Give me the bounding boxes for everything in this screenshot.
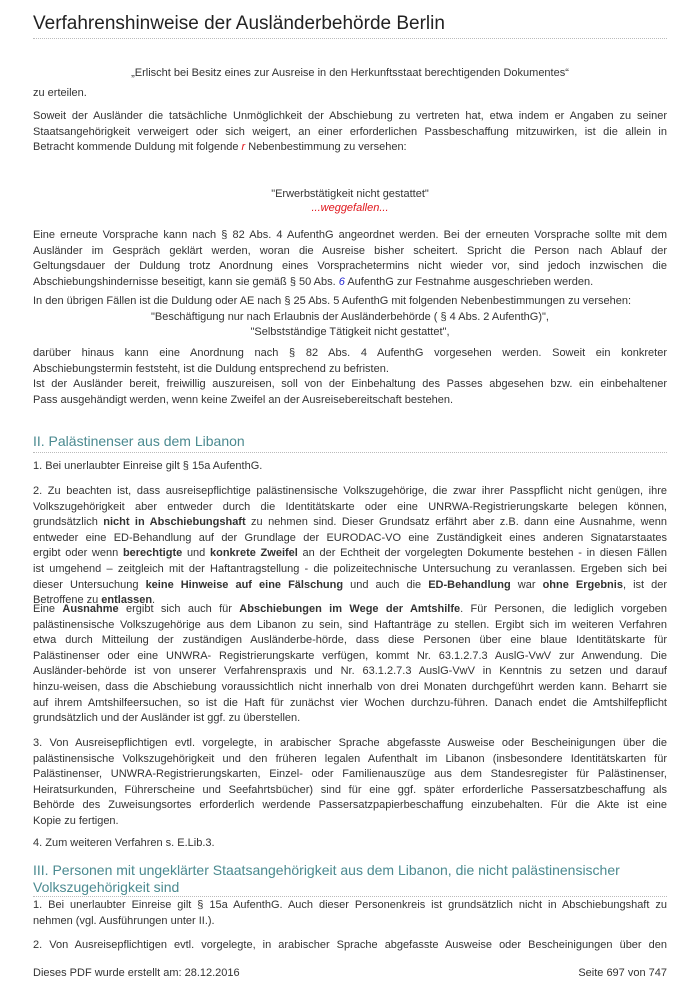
change-mark: 6	[338, 275, 345, 288]
paragraph-duldung: Soweit der Ausländer die tatsächliche Unmöglichkeit der Abschiebung zu vertreten hat, etwa indem er Angaben zu seiner Staatsangehörigkeit verweigert oder sich weigert, an einer erforderlichen Passbeschaffung mitzuwirken, ist die allein in Betracht kommende Duldung mit folgende r Nebenbestimmung zu versehen:	[33, 110, 667, 154]
removed-note: ...weggefallen...	[311, 202, 389, 214]
list-item: 1. Bei unerlaubter Einreise gilt § 15a AufenthG.	[33, 460, 263, 472]
paragraph-anordnung: darüber hinaus kann eine Anordnung nach § 82 Abs. 4 AufenthG vorgesehen werden. Soweit ein konkreter Abschiebungstermin feststeht, ist die Duldung entsprechend zu befristen. Ist der Ausländer bereit, freiwillig auszureisen, soll von der Einbehaltung des Passes abgesehen bzw. ein einbehaltener Pass ausgehändigt werden, wenn keine Zweifel an der Ausreisebereitschaft bestehen.	[33, 347, 667, 406]
section-heading-iii: III. Personen mit ungeklärter Staatsangehörigkeit aus dem Libanon, die nicht palästinensischer Volkszugehörigkeit sind	[33, 862, 620, 895]
title-divider	[33, 38, 667, 39]
paragraph-vorsprache: Eine erneute Vorsprache kann nach § 82 Abs. 4 AufenthG angeordnet werden. Bei der erneuten Vorsprache sollte mit dem Ausländer im Gespräch geklärt werden, woran die Ausreise bisher scheitert. Spricht die Person nach Ablauf der Geltungsdauer der Duldung trotz Anordnung eines Vorsprachetermins nicht wieder vor, sind jedoch inzwischen die Abschiebungshindernisse beseitigt, kann sie gemäß § 50 Abs. 6 AufenthG zur Festnahme ausgeschrieben werden.	[33, 229, 667, 288]
quote-line: „Erlischt bei Besitz eines zur Ausreise in den Herkunftsstaat berechtigenden Dokumentes“	[131, 67, 569, 79]
change-mark: r	[241, 141, 246, 154]
section-divider	[33, 896, 667, 897]
list-item: 3. Von Ausreisepflichtigen evtl. vorgelegte, in arabischer Sprache abgefasste Ausweise oder Bescheinigungen über die palästinensische Volkszugehörigkeit und den früheren legalen Aufenthalt im Libanon (insbesondere Identitätskarten für Palästinenser, UNWRA-Registrierungskarten, Einzel- oder Familienauszüge aus dem Standesregister für Palästinenser, Heiratsurkunden, Führerscheine und Seefahrtsbücher) sind für eine ggf. später erforderliche Passersatzbeschaffung als Behörde des Zuweisungsortes erforderlich werdende Passersatzpapierbeschaffung einzubehalten. Für die Akte ist eine Kopie zu fertigen.	[33, 737, 667, 827]
list-item: 2. Von Ausreisepflichtigen evtl. vorgelegte, in arabischer Sprache abgefasste Ausweise oder Bescheinigungen über den	[33, 939, 667, 951]
paragraph-nebenbestimmungen: In den übrigen Fällen ist die Duldung oder AE nach § 25 Abs. 5 AufenthG mit folgenden Nebenbestimmungen zu versehen: "Beschäftigung nur nach Erlaubnis der Ausländerbehörde ( § 4 Abs. 2 AufenthG)", "Selbstständige Tätigkeit nicht gestattet",	[33, 295, 632, 339]
section-divider	[33, 452, 667, 453]
page-title: Verfahrenshinweise der Ausländerbehörde Berlin	[33, 13, 445, 34]
footer-page-number: Seite 697 von 747	[578, 967, 667, 979]
paragraph-ausnahme: Eine Ausnahme ergibt sich auch für Abschiebungen im Wege der Amtshilfe. Für Personen, die lediglich vorgeben palästinensische Volkszugehörige aus dem Libanon zu sein, sind Haftanträge zu stellen. Ergibt sich im weiteren Verfahren etwa durch Mitteilung der zuständigen Ausländerbe-hörde, dass diese Personen über eine blaue Identitätskarte für Palästinenser oder eine UNWRA- Registrierungskarte verfügen, kommt Nr. 63.1.2.7.3 AuslG-VwV zur Anwendung. Die Ausländer-behörde ist von unserer Verfahrenspraxis und Nr. 63.1.2.7.3 AuslG-VwV in Kenntnis zu setzen und darauf hinzu-weisen, dass die Abschiebung voraussichtlich nicht innerhalb von drei Monaten durchgeführt werden kann. Beharrt sie auf ihrem Amtshilfeersuchen, so ist die Haft für zunächst vier Wochen durchzu-führen. Danach endet die Amtshilfepflicht grundsätzlich und der Ausländer ist ggf. zu überstellen.	[33, 603, 667, 725]
condition-text: "Erwerbstätigkeit nicht gestattet"	[271, 188, 429, 200]
list-item: 4. Zum weiteren Verfahren s. E.Lib.3.	[33, 837, 215, 849]
quote-continuation: zu erteilen.	[33, 87, 87, 99]
list-item: 2. Zu beachten ist, dass ausreisepflichtige palästinensische Volkszugehörige, die zwar ihrer Passpflicht nicht genügen, ihre Volkszugehörigkeit aber entweder durch die Identitätskarte oder eine UNRWA-Registrierungskarte belegen können, grundsätzlich nicht in Abschiebungshaft zu nehmen sind. Dieser Grundsatz erfährt aber z.B. dann eine Ausnahme, wenn entweder eine ED-Behandlung auf der Grundlage der EURODAC-VO eine Zuständigkeit eines anderen Signatarstaates ergibt oder wenn berechtigte und konkrete Zweifel an der Echtheit der vorgelegten Dokumente bestehen - in diesen Fällen ist umgehend – zeitgleich mit der Haftantragstellung - die polizeitechnische Untersuchung zu veranlassen. Ergeben sich bei dieser Untersuchung keine Hinweise auf eine Fälschung und auch die ED-Behandlung war ohne Ergebnis, ist der Betroffene zu entlassen.	[33, 485, 668, 607]
list-item: 1. Bei unerlaubter Einreise gilt § 15a AufenthG. Auch dieser Personenkreis ist grundsätzlich nicht in Abschiebungshaft zu nehmen (vgl. Ausführungen unter II.).	[33, 899, 667, 927]
section-heading-ii: II. Palästinenser aus dem Libanon	[33, 433, 245, 449]
footer-created-date: Dieses PDF wurde erstellt am: 28.12.2016	[33, 967, 240, 979]
